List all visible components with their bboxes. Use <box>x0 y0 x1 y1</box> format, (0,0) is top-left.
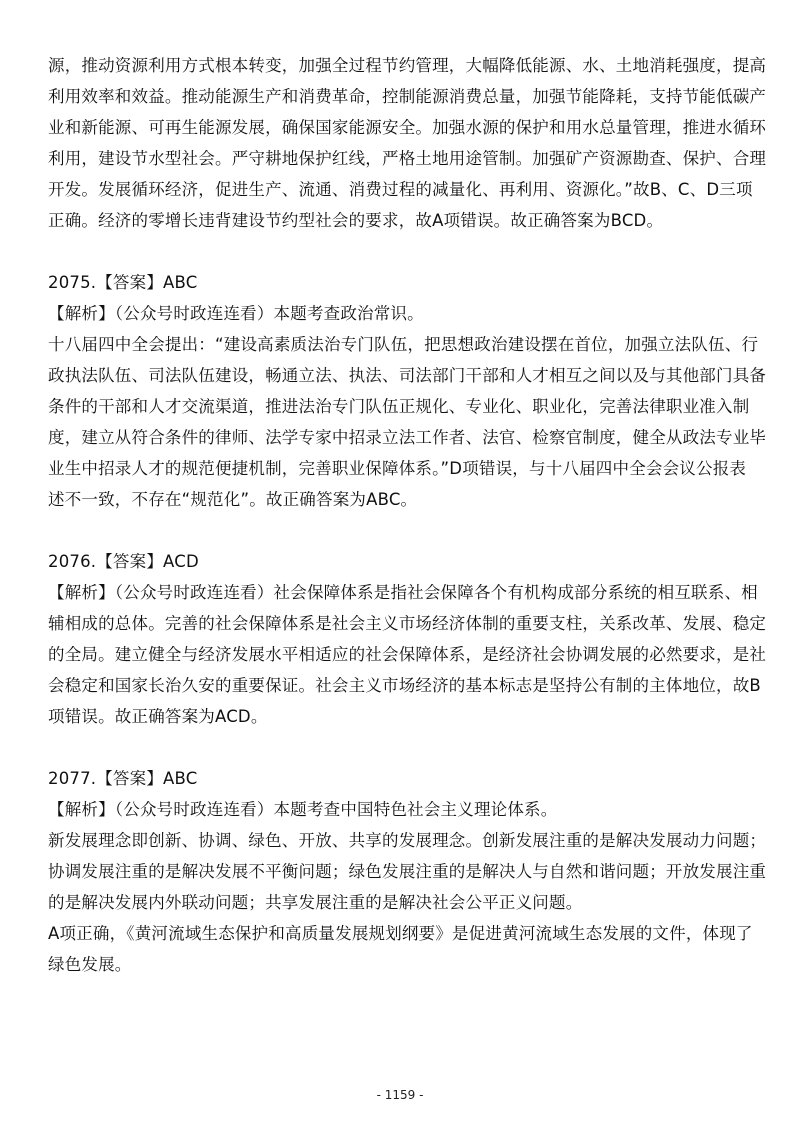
explanation-line: 辅相成的总体。完善的社会保障体系是社会主义市场经济体制的重要支柱，关系改革、发展、稳定 <box>48 614 767 633</box>
answer-heading: 2075.【答案】ABC <box>48 273 198 292</box>
explanation-line: 条件的干部和人才交流渠道，推进法治专门队伍正规化、专业化、职业化，完善法律职业准入制 <box>48 397 750 416</box>
paragraph-spacer <box>48 515 764 546</box>
text-line: 利用效率和效益。推动能源生产和消费革命，控制能源消费总量，加强节能降耗，支持节能低碳产 <box>48 87 767 106</box>
explanation-line: 度，建立从符合条件的律师、法学专家中招录立法工作者、法官、检察官制度，健全从政法专业毕 <box>48 428 767 447</box>
explanation-line: 协调发展注重的是解决发展不平衡问题；绿色发展注重的是解决人与自然和谐问题；开放发展注重 <box>48 862 767 881</box>
paragraph-spacer <box>48 732 764 763</box>
explanation-line: 【解析】（公众号时政连连看）本题考查中国特色社会主义理论体系。 <box>48 800 558 819</box>
explanation-line: 会稳定和国家长治久安的重要保证。社会主义市场经济的基本标志是坚持公有制的主体地位，故B <box>48 676 761 695</box>
answer-entry-2076 <box>48 546 767 732</box>
text-line: 开发。发展循环经济，促进生产、流通、消费过程的减量化、再利用、资源化。”故B、C、D三项 <box>48 180 753 199</box>
explanation-line: 【解析】（公众号时政连连看）本题考查政治常识。 <box>48 304 424 323</box>
answer-entry-2077 <box>48 763 767 980</box>
explanation-line: 的全局。建立健全与经济发展水平相适应的社会保障体系，是经济社会协调发展的必然要求，是社 <box>48 645 767 664</box>
explanation-line: 业生中招录人才的规范便捷机制，完善职业保障体系。”D项错误，与十八届四中全会会议公报表 <box>48 459 747 478</box>
text-line: 正确。经济的零增长违背建设节约型社会的要求，故A项错误。故正确答案为BCD。 <box>48 211 664 230</box>
explanation-line: 新发展理念即创新、协调、绿色、开放、共享的发展理念。创新发展注重的是解决发展动力问题； <box>48 831 767 850</box>
text-line: 利用，建设节水型社会。严守耕地保护红线，严格土地用途管制。加强矿产资源勘查、保护、合理 <box>48 149 767 168</box>
answer-heading: 2076.【答案】ACD <box>48 552 199 571</box>
text-line: 业和新能源、可再生能源发展，确保国家能源安全。加强水源的保护和用水总量管理，推进水循环 <box>48 118 767 137</box>
answer-heading: 2077.【答案】ABC <box>48 769 198 788</box>
text-line: 源，推动资源利用方式根本转变，加强全过程节约管理，大幅降低能源、水、土地消耗强度，提高 <box>48 56 767 75</box>
explanation-line: 十八届四中全会提出：“建设高素质法治专门队伍，把思想政治建设摆在首位，加强立法队伍、行 <box>48 335 759 354</box>
explanation-line: 述不一致，不存在“规范化”。故正确答案为ABC。 <box>48 490 418 509</box>
explanation-line: 绿色发展。 <box>48 955 132 974</box>
answer-entry-2075 <box>48 267 767 515</box>
explanation-line: 的是解决发展内外联动问题；共享发展注重的是解决社会公平正义问题。 <box>48 893 583 912</box>
explanation-line: 政执法队伍、司法队伍建设，畅通立法、执法、司法部门干部和人才相互之间以及与其他部门具备 <box>48 366 767 385</box>
paragraph-spacer <box>48 236 764 267</box>
explanation-line: 项错误。故正确答案为ACD。 <box>48 707 268 726</box>
page-number: - 1159 - <box>376 1088 424 1102</box>
explanation-line: A项正确，《黄河流域生态保护和高质量发展规划纲要》是促进黄河流域生态发展的文件，体现了 <box>48 924 753 943</box>
explanation-line: 【解析】（公众号时政连连看）社会保障体系是指社会保障各个有机构成部分系统的相互联系、相 <box>48 583 758 602</box>
intro-paragraph <box>48 50 767 236</box>
page-content <box>48 50 767 980</box>
